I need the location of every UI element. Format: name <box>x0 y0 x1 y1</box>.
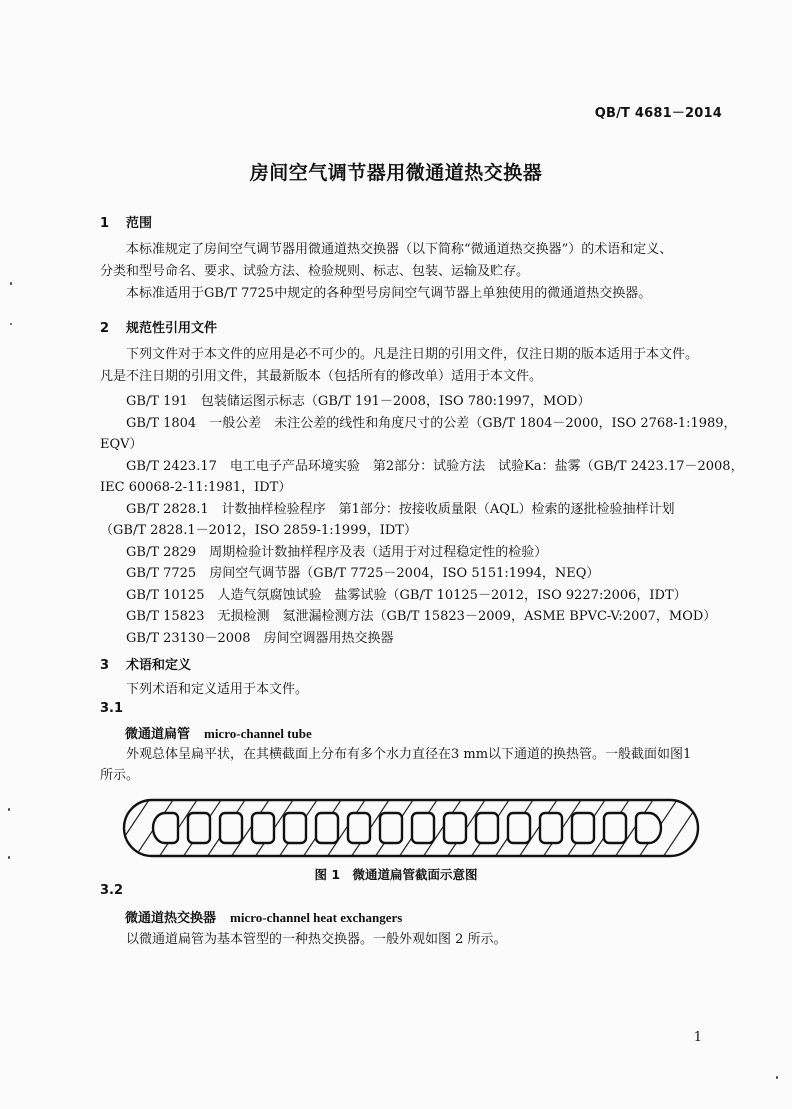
scan-speck <box>8 808 10 811</box>
section-3-heading <box>100 654 191 673</box>
reference-entry: GB/T 23130－2008 房间空调器用热交换器 <box>126 631 394 646</box>
reference-entry: GB/T 191 包装储运图示标志（GB/T 191－2008，ISO 780:1997，MOD） <box>126 394 591 409</box>
scope-paragraph-2: 本标准适用于GB/T 7725中规定的各种型号房间空气调节器上单独使用的微通道热交换器。 <box>126 286 652 301</box>
reference-entry: GB/T 2423.17 电工电子产品环境实验 第2部分：试验方法 试验Ka：盐雾（GB/T 2423.17－2008， <box>126 459 744 474</box>
reference-entry: GB/T 15823 无损检测 氦泄漏检测方法（GB/T 15823－2009，ASME BPVC-V:2007，MOD） <box>126 609 717 624</box>
scan-speck <box>10 323 12 325</box>
terms-intro: 下列术语和定义适用于本文件。 <box>126 682 309 697</box>
term-chinese: 微通道扁管 <box>125 727 191 742</box>
section-1-heading <box>100 212 152 231</box>
section-number: 1 <box>100 216 110 231</box>
clause-3-2-number: 3.2 <box>100 883 124 898</box>
document-title: 房间空气调节器用微通道热交换器 <box>249 162 543 184</box>
section-number: 3 <box>100 658 110 673</box>
term-3-1-definition-line-1: 外观总体呈扁平状，在其横截面上分布有多个水力直径在3 mm以下通道的换热管。一般截面如图1 <box>126 747 692 762</box>
reference-entry-continued: EQV） <box>100 437 143 452</box>
term-english: micro-channel heat exchangers <box>230 910 403 925</box>
references-intro-line-1: 下列文件对于本文件的应用是必不可少的。凡是注日期的引用文件，仅注日期的版本适用于本文件。 <box>126 347 699 362</box>
term-3-2-definition: 以微通道扁管为基本管型的一种热交换器。一般外观如图 2 所示。 <box>126 932 507 947</box>
section-number: 2 <box>100 321 110 336</box>
reference-entry: GB/T 10125 人造气氛腐蚀试验 盐雾试验（GB/T 10125－2012，ISO 9227:2006，IDT） <box>126 588 687 603</box>
term-3-2 <box>125 907 402 926</box>
microchannel-tube-cross-section-drawing <box>121 797 701 859</box>
term-english: micro-channel tube <box>204 726 312 741</box>
reference-entry: GB/T 2828.1 计数抽样检验程序 第1部分：按接收质量限（AQL）检索的逐批检验抽样计划 <box>126 502 675 517</box>
term-3-1 <box>125 723 312 742</box>
reference-entry-continued: （GB/T 2828.1－2012，ISO 2859-1:1999，IDT） <box>100 523 417 538</box>
standard-code: QB/T 4681－2014 <box>594 106 722 121</box>
reference-entry: GB/T 2829 周期检验计数抽样程序及表（适用于对过程稳定性的检验） <box>126 545 548 560</box>
references-intro-line-2: 凡是不注日期的引用文件，其最新版本（包括所有的修改单）适用于本文件。 <box>100 369 543 384</box>
term-3-1-definition-line-2: 所示。 <box>100 768 140 783</box>
section-2-heading <box>100 317 217 336</box>
page-number: 1 <box>693 1030 702 1045</box>
figure-1-caption: 图 1 微通道扁管截面示意图 <box>314 867 478 882</box>
reference-entry-continued: IEC 60068-2-11:1981，IDT） <box>100 480 292 495</box>
figure-1-microchannel-tube-section <box>121 797 701 863</box>
reference-entry: GB/T 7725 房间空气调节器（GB/T 7725－2004，ISO 5151:1994，NEQ） <box>126 566 600 581</box>
clause-3-1-number: 3.1 <box>100 701 124 716</box>
section-title: 规范性引用文件 <box>126 321 218 336</box>
term-chinese: 微通道热交换器 <box>125 911 217 926</box>
scan-speck <box>8 856 10 859</box>
scan-speck <box>10 282 12 285</box>
scope-paragraph-line-1: 本标准规定了房间空气调节器用微通道热交换器（以下简称“微通道热交换器”）的术语和定义、 <box>126 242 673 257</box>
section-title: 术语和定义 <box>126 658 192 673</box>
section-title: 范围 <box>126 216 153 231</box>
reference-entry: GB/T 1804 一般公差 未注公差的线性和角度尺寸的公差（GB/T 1804－2000，ISO 2768-1:1989， <box>126 416 737 431</box>
scan-speck <box>776 1076 778 1079</box>
scope-paragraph-line-2: 分类和型号命名、要求、试验方法、检验规则、标志、包装、运输及贮存。 <box>100 264 530 279</box>
